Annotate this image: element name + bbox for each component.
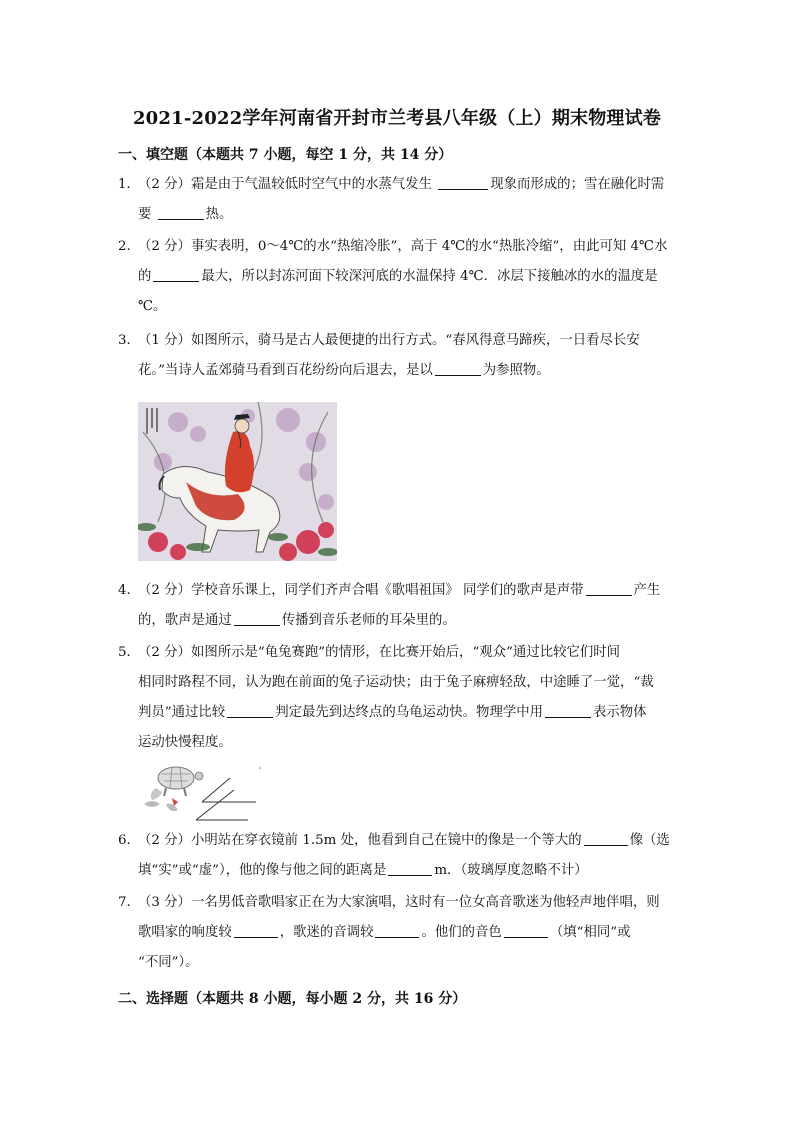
question-7 <box>118 888 678 978</box>
exam-title: 2021-2022学年河南省开封市兰考县八年级（上）期末物理试卷 <box>132 108 662 129</box>
answer-blank[interactable] <box>388 861 432 876</box>
question-text: 判定最先到达终点的乌龟运动快。物理学中用 <box>275 705 544 720</box>
question-text: （填“相同”或 <box>549 925 631 940</box>
question-text: （2 分）事实表明，0～4℃的水“热缩冷胀”，高于 4℃的水“热胀冷缩”，由此可知 4℃水 <box>138 239 668 254</box>
question-3 <box>118 326 678 386</box>
question-text: 的，歌声是通过 <box>138 613 232 628</box>
question-text: 现象而形成的；雪在融化时需 <box>490 177 665 192</box>
question-2 <box>118 232 678 322</box>
question-text: 填“实”或“虚”），他的像与他之间的距离是 <box>138 863 387 878</box>
question-text: 为参照物。 <box>482 363 550 378</box>
tortoise-hare-illustration <box>138 762 264 822</box>
question-text: 传播到音乐老师的耳朵里的。 <box>281 613 456 628</box>
question-text: （2 分）如图所示是“龟兔赛跑”的情形，在比赛开始后，“观众”通过比较它们时间 <box>138 645 621 660</box>
question-text: 最大，所以封冻河面下较深河底的水温保持 4℃．冰层下接触冰的水的温度是 <box>201 269 658 284</box>
question-6 <box>118 826 678 886</box>
question-text: 像（选 <box>629 833 670 848</box>
question-text: ，歌迷的音调较 <box>279 925 374 940</box>
answer-blank[interactable] <box>586 581 632 596</box>
question-text: 相同时路程不同，认为跑在前面的兔子运动快；由于兔子麻痹轻敌，中途睡了一觉，“裁 <box>138 675 654 690</box>
question-1 <box>118 170 678 230</box>
question-text: ℃。 <box>138 299 167 314</box>
answer-blank[interactable] <box>375 923 419 938</box>
question-text: 表示物体 <box>593 705 647 720</box>
question-number: 7． <box>118 895 140 910</box>
question-text: （1 分）如图所示，骑马是古人最便捷的出行方式。“春风得意马蹄疾，一日看尽长安 <box>138 333 640 348</box>
question-text: （2 分）学校音乐课上，同学们齐声合唱《歌唱祖国》 同学们的歌声是声带 <box>138 583 584 598</box>
answer-blank[interactable] <box>504 923 548 938</box>
answer-blank[interactable] <box>153 267 199 282</box>
question-4 <box>118 576 678 636</box>
question-number: 1． <box>118 177 140 192</box>
question-text: 判员”通过比较 <box>138 705 226 720</box>
question-number: 6． <box>118 833 140 848</box>
question-text: 要 <box>138 207 156 222</box>
question-text: （2 分）小明站在穿衣镜前 1.5m 处，他看到自己在镜中的像是一个等大的 <box>138 833 582 848</box>
section-choice-heading: 二、选择题（本题共 8 小题，每小题 2 分，共 16 分） <box>118 991 467 1007</box>
question-text: 产生 <box>633 583 661 598</box>
question-text: 花。”当诗人孟郊骑马看到百花纷纷向后退去，是以 <box>138 363 433 378</box>
question-text: 热。 <box>205 207 233 222</box>
question-text: 。他们的音色 <box>421 925 502 940</box>
answer-blank[interactable] <box>435 361 481 376</box>
answer-blank[interactable] <box>227 703 273 718</box>
answer-blank[interactable] <box>438 175 488 190</box>
answer-blank[interactable] <box>545 703 591 718</box>
question-5 <box>118 638 678 758</box>
question-text: 歌唱家的响度较 <box>138 925 232 940</box>
answer-blank[interactable] <box>234 611 280 626</box>
section-fill-in-heading: 一、填空题（本题共 7 小题，每空 1 分，共 14 分） <box>118 147 453 163</box>
answer-blank[interactable] <box>158 205 204 220</box>
question-text: 运动快慢程度。 <box>138 735 232 750</box>
answer-blank[interactable] <box>234 923 278 938</box>
question-number: 2． <box>118 239 140 254</box>
question-number: 3． <box>118 333 140 348</box>
question-number: 4． <box>118 583 140 598</box>
question-text: m．（玻璃厚度忽略不计） <box>434 863 588 878</box>
question-text: “不同”）。 <box>138 955 199 970</box>
answer-blank[interactable] <box>584 831 628 846</box>
question-text: （2 分）霜是由于气温较低时空气中的水蒸气发生 <box>138 177 437 192</box>
question-number: 5． <box>118 645 140 660</box>
question-text: 的 <box>138 269 152 284</box>
question-text: （3 分）一名男低音歌唱家正在为大家演唱，这时有一位女高音歌迷为他轻声地伴唱，则 <box>138 895 660 910</box>
horse-rider-painting <box>138 402 337 561</box>
